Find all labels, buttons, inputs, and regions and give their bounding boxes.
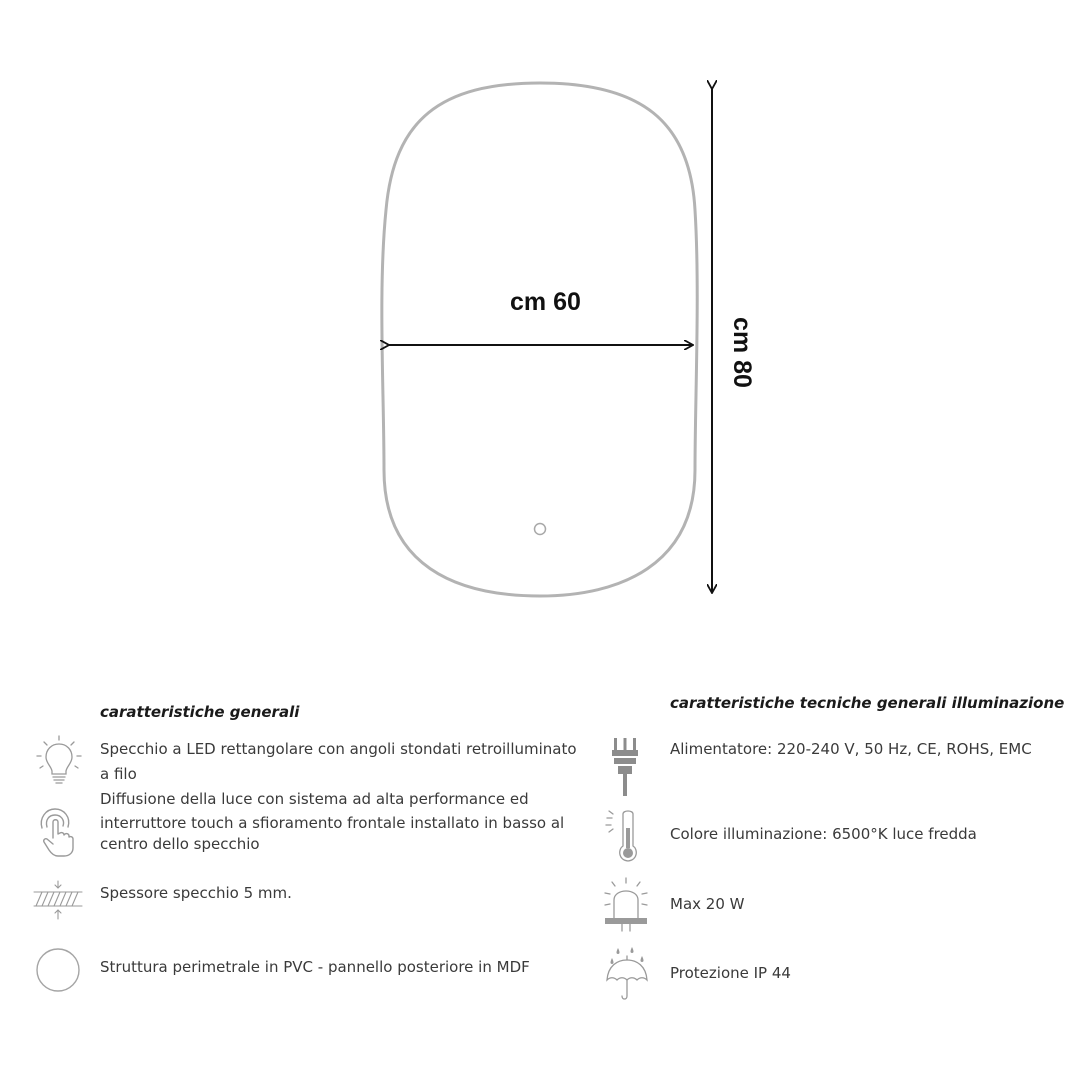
general-item-2-line2: interruttore touch a sfioramento frontale installato in basso al centro dello specchio — [100, 814, 565, 853]
technical-item-3-text: Max 20 W — [670, 895, 745, 913]
technical-item-1-text: Alimentatore: 220-240 V, 50 Hz, CE, ROHS, EMC — [670, 740, 1032, 758]
general-section-title: caratteristiche generali — [100, 703, 300, 721]
circle-outline-icon — [34, 946, 82, 994]
umbrella-rain-icon — [604, 946, 650, 1002]
general-item-4-text: Struttura perimetrale in PVC - pannello posteriore in MDF — [100, 958, 530, 976]
technical-section-title: caratteristiche tecniche generali illuminazione — [670, 694, 1065, 712]
touch-switch-dot — [535, 524, 546, 535]
height-label: cm 80 — [727, 317, 756, 388]
touch-finger-icon — [36, 806, 76, 858]
technical-item-2-text: Colore illuminazione: 6500°K luce fredda — [670, 825, 977, 843]
mirror-outline — [382, 83, 697, 596]
general-item-3-text: Spessore specchio 5 mm. — [100, 884, 292, 902]
width-label: cm 60 — [510, 288, 581, 316]
thickness-icon — [32, 879, 84, 921]
lamp-power-icon — [602, 876, 650, 932]
power-plug-icon — [610, 736, 640, 798]
technical-item-4-text: Protezione IP 44 — [670, 964, 791, 982]
lightbulb-icon — [34, 734, 84, 786]
general-item-2-line1: Diffusione della luce con sistema ad alta performance ed — [100, 790, 529, 808]
thermometer-icon — [604, 806, 644, 866]
general-item-1-text: Specchio a LED rettangolare con angoli stondati retroilluminato a filo — [100, 740, 577, 783]
